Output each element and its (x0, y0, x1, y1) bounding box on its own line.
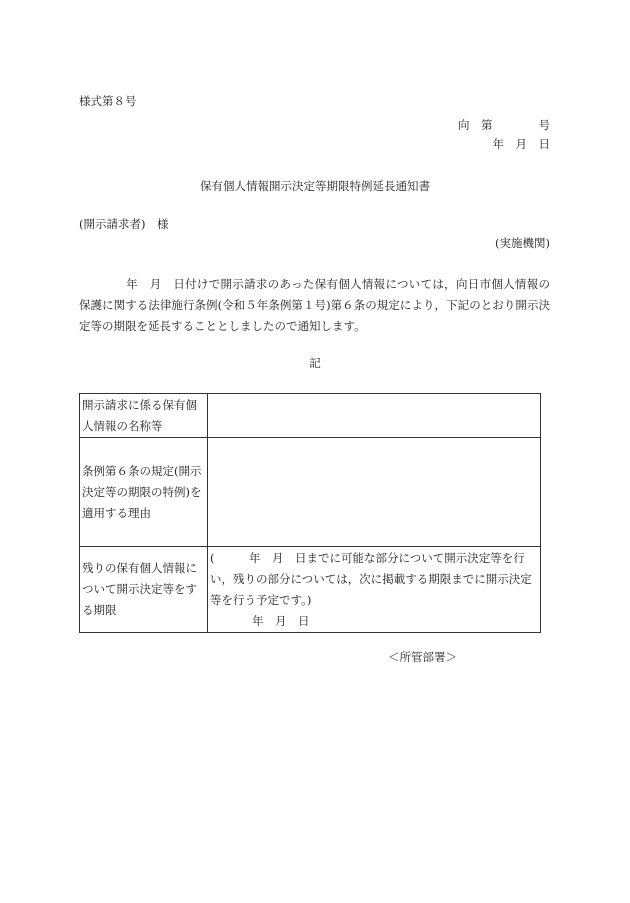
row-content (208, 394, 541, 438)
notice-body: 年 月 日付けで開示請求のあった保有個人情報については，向日市個人情報の保護に関する法律施行条例(令和５年条例第１号)第６条の規定により，下記のとおり開示決定等の期限を延長することとしましたので通知します。 (79, 277, 550, 333)
department: ＜所管部署＞ (388, 650, 457, 664)
row-label: 条例第６条の規定(開示決定等の期限の特例)を適用する理由 (80, 438, 208, 547)
form-number: 様式第８号 (79, 94, 137, 108)
table-row (80, 394, 541, 438)
reference-number: 向 第 号 (458, 118, 550, 132)
row-content (208, 438, 541, 547)
issuing-agency: (実施機関) (495, 236, 550, 250)
row-label: 開示請求に係る保有個人情報の名称等 (80, 394, 208, 438)
addressee: (開示請求者) 様 (79, 217, 169, 231)
document-title: 保有個人情報開示決定等期限特例延長通知書 (200, 179, 430, 193)
row-label: 残りの保有個人情報について開示決定等をする期限 (80, 547, 208, 633)
issue-date: 年 月 日 (492, 137, 550, 151)
deadline-note: ( 年 月 日までに可能な部分について開示決定等を行い，残りの部分については，次に掲載する期限までに開示決定等を行う予定です。) (210, 551, 532, 607)
ki-heading: 記 (309, 356, 321, 370)
table-row (80, 547, 541, 633)
row-content (208, 547, 541, 633)
deadline-date: 年 月 日 (252, 614, 310, 628)
notice-table (79, 393, 541, 633)
table-row (80, 438, 541, 547)
